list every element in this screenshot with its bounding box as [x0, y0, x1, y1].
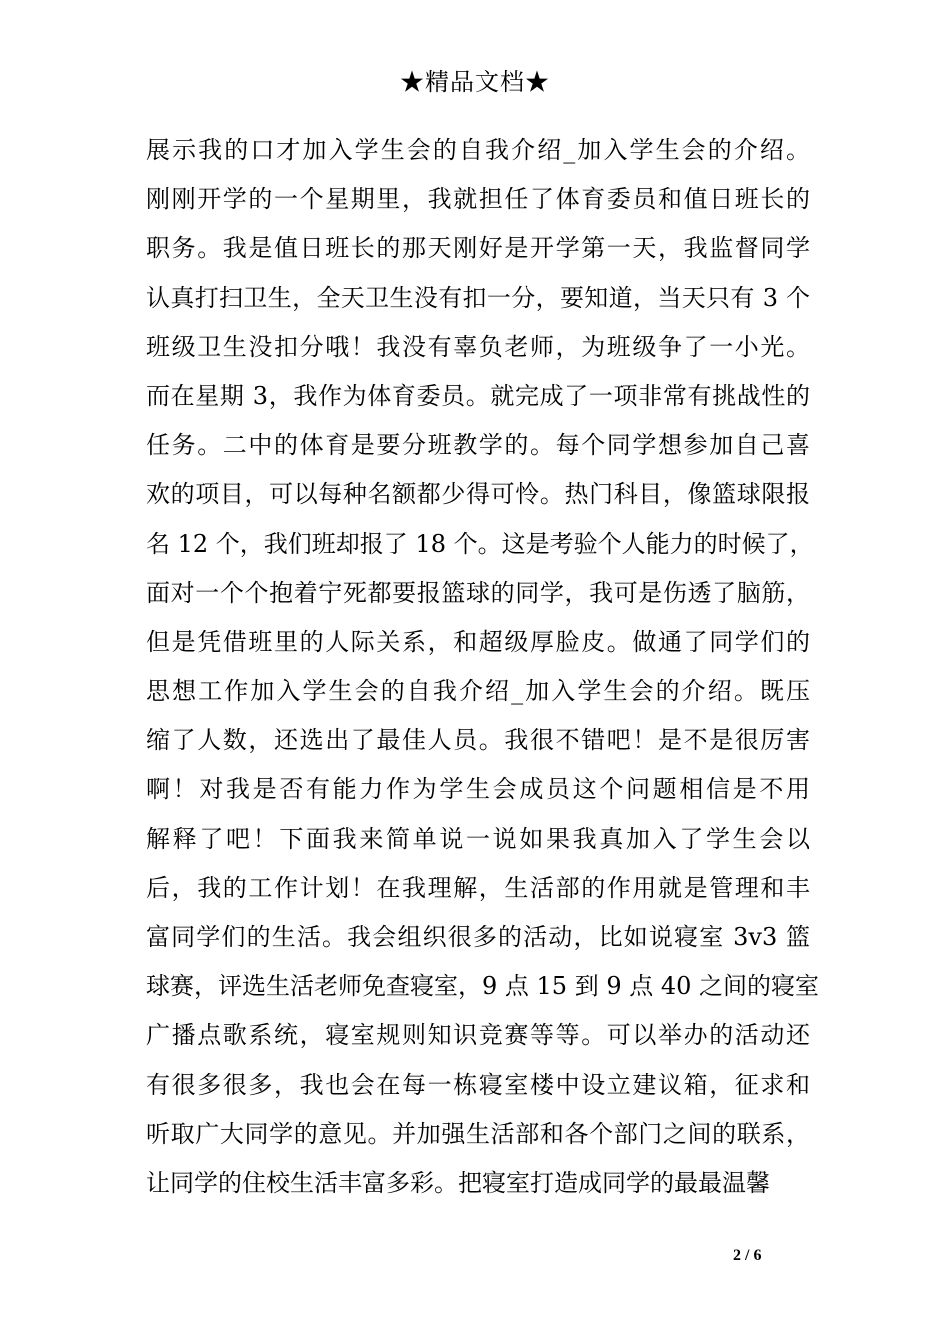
body-line: 思想工作加入学生会的自我介绍_加入学生会的介绍。既压 — [146, 677, 810, 706]
body-line: 富同学们的生活。我会组织很多的活动，比如说寝室 3v3 篮 — [146, 923, 810, 951]
body-line: 听取广大同学的意见。并加强生活部和各个部门之间的联系， — [146, 1119, 810, 1148]
body-line: 解释了吧！下面我来简单说一说如果我真加入了学生会以 — [146, 824, 810, 853]
body-line: 球赛，评选生活老师免查寝室，9 点 15 到 9 点 40 之间的寝室 — [146, 972, 820, 1001]
document-header-title: ★精品文档★ — [400, 68, 550, 96]
body-line: 而在星期 3，我作为体育委员。就完成了一项非常有挑战性的 — [146, 381, 810, 410]
body-line: 任务。二中的体育是要分班教学的。每个同学想参加自己喜 — [146, 431, 810, 460]
body-line: 缩了人数，还选出了最佳人员。我很不错吧！是不是很厉害 — [146, 726, 810, 755]
body-line: 面对一个个抱着宁死都要报篮球的同学，我可是伤透了脑筋， — [146, 578, 810, 607]
body-line: 有很多很多，我也会在每一栋寝室楼中设立建议箱，征求和 — [146, 1070, 810, 1099]
body-line: 广播点歌系统，寝室规则知识竞赛等等。可以举办的活动还 — [146, 1021, 810, 1050]
body-line: 让同学的住校生活丰富多彩。把寝室打造成同学的最最温馨 — [146, 1168, 770, 1197]
body-line: 班级卫生没扣分哦！我没有辜负老师，为班级争了一小光。 — [146, 332, 810, 361]
body-line: 啊！对我是否有能力作为学生会成员这个问题相信是不用 — [146, 775, 810, 804]
page-number: 2 / 6 — [733, 1247, 762, 1264]
body-line: 刚刚开学的一个星期里，我就担任了体育委员和值日班长的 — [146, 185, 810, 214]
document-body — [146, 126, 820, 1208]
body-line: 名 12 个，我们班却报了 18 个。这是考验个人能力的时候了， — [146, 529, 814, 558]
body-line: 展示我的口才加入学生会的自我介绍_加入学生会的介绍。 — [146, 136, 810, 164]
body-line: 认真打扫卫生，全天卫生没有扣一分，要知道，当天只有 3 个 — [146, 283, 810, 312]
body-line: 但是凭借班里的人际关系，和超级厚脸皮。做通了同学们的 — [146, 627, 810, 656]
body-line: 欢的项目，可以每种名额都少得可怜。热门科目，像篮球限报 — [146, 480, 810, 509]
body-line: 后，我的工作计划！在我理解，生活部的作用就是管理和丰 — [146, 873, 810, 902]
body-line: 职务。我是值日班长的那天刚好是开学第一天，我监督同学 — [146, 234, 810, 263]
